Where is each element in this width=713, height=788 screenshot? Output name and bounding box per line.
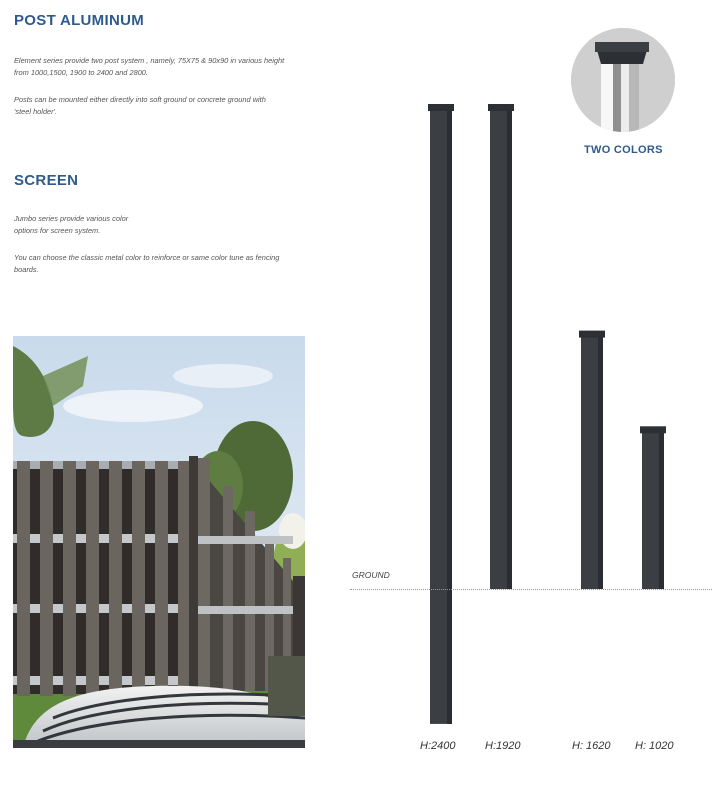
screen-para1-line1: Jumbo series provide various color bbox=[14, 214, 129, 223]
screen-heading: SCREEN bbox=[14, 172, 79, 189]
height-label-4: H: 1020 bbox=[635, 740, 674, 752]
post-aluminum-para1-line1: Element series provide two post system , namely, 75X75 & 90x90 in various height bbox=[14, 56, 285, 65]
post-shade bbox=[659, 430, 664, 589]
post-aluminum-para2-line1: Posts can be mounted either directly into soft ground or concrete ground with bbox=[14, 95, 266, 104]
post-shade bbox=[507, 108, 512, 589]
ground-label: GROUND bbox=[352, 570, 390, 580]
height-label-3: H: 1620 bbox=[572, 740, 611, 752]
two-colors-label: TWO COLORS bbox=[584, 144, 663, 156]
post-4 bbox=[640, 426, 666, 589]
post-cap bbox=[488, 104, 514, 111]
post-3 bbox=[579, 331, 605, 589]
post-top-closeup bbox=[571, 28, 675, 132]
post-aluminum-heading: POST ALUMINUM bbox=[14, 12, 145, 29]
ground-line bbox=[350, 589, 712, 590]
post-cap bbox=[579, 331, 605, 338]
post-aluminum-para1-line2: from 1000,1500, 1900 to 2400 and 2800. bbox=[14, 68, 148, 77]
post-cap bbox=[428, 104, 454, 111]
screen-para2-line1: You can choose the classic metal color to reinforce or same color tune as fencing bbox=[14, 253, 280, 262]
height-label-2: H:1920 bbox=[485, 740, 521, 752]
height-label-1: H:2400 bbox=[420, 740, 456, 752]
post-shade bbox=[447, 108, 452, 724]
post-aluminum-para2-line2: 'steel holder'. bbox=[14, 107, 58, 116]
post-1 bbox=[428, 104, 454, 724]
post-shade bbox=[598, 335, 603, 589]
post-cap bbox=[640, 426, 666, 433]
two-colors-detail bbox=[571, 28, 675, 132]
screen-para2-line2: boards. bbox=[14, 265, 39, 274]
post-2 bbox=[488, 104, 514, 589]
screen-para1-line2: options for screen system. bbox=[14, 226, 101, 235]
